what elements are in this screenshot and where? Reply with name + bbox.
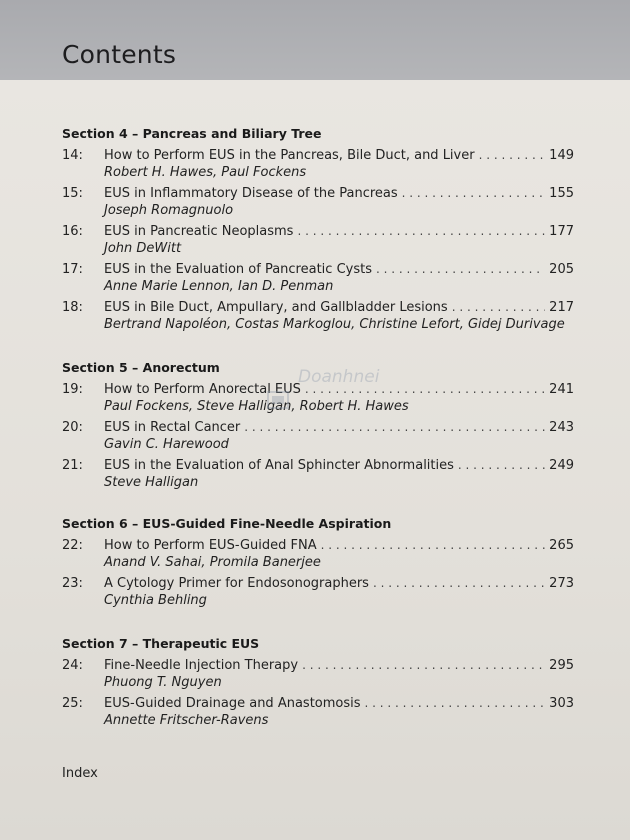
dot-leader [452, 300, 545, 314]
page-number: 273 [549, 576, 574, 591]
page-number: 249 [549, 458, 574, 473]
chapter-number: 15: [62, 186, 83, 201]
dot-leader [376, 262, 545, 276]
chapter-title: EUS in Rectal Cancer [104, 420, 241, 435]
chapter-authors: Anand V. Sahai, Promila Banerjee [104, 555, 321, 570]
dot-leader [479, 148, 546, 162]
chapter-authors: Paul Fockens, Steve Halligan, Robert H. Hawes [104, 399, 409, 414]
chapter-number: 14: [62, 148, 83, 163]
page-number: 177 [549, 224, 574, 239]
toc-entry-18[interactable] [0, 300, 630, 336]
page-number: 243 [549, 420, 574, 435]
chapter-title: How to Perform EUS-Guided FNA [104, 538, 317, 553]
page-number: 149 [549, 148, 574, 163]
page-number: 265 [549, 538, 574, 553]
chapter-authors: Bertrand Napoléon, Costas Markoglou, Christine Lefort, Gidej Durivage [104, 317, 565, 332]
section-title: Section 5 – Anorectum [62, 360, 220, 375]
toc-entry-14[interactable] [0, 148, 630, 184]
toc-entry-24[interactable] [0, 658, 630, 694]
page-number: 205 [549, 262, 574, 277]
section-title: Section 4 – Pancreas and Biliary Tree [62, 126, 322, 141]
chapter-authors: John DeWitt [104, 241, 182, 256]
page-number: 241 [549, 382, 574, 397]
chapter-number: 19: [62, 382, 83, 397]
chapter-title: EUS in Bile Duct, Ampullary, and Gallbladder Lesions [104, 300, 448, 315]
dot-leader [458, 458, 545, 472]
chapter-authors: Gavin C. Harewood [104, 437, 229, 452]
chapter-title: EUS in Inflammatory Disease of the Pancreas [104, 186, 398, 201]
chapter-authors: Robert H. Hawes, Paul Fockens [104, 165, 307, 180]
watermark-logo [238, 360, 388, 430]
header-band [0, 0, 630, 80]
chapter-title: How to Perform Anorectal EUS [104, 382, 301, 397]
toc-entry-22[interactable] [0, 538, 630, 574]
chapter-authors: Cynthia Behling [104, 593, 207, 608]
section-title: Section 6 – EUS-Guided Fine-Needle Aspiration [62, 516, 392, 531]
section-title: Section 7 – Therapeutic EUS [62, 636, 260, 651]
index-entry[interactable]: Index [62, 766, 98, 781]
watermark-box-inner [272, 396, 284, 404]
dot-leader [321, 538, 546, 552]
chapter-title: How to Perform EUS in the Pancreas, Bile Duct, and Liver [104, 148, 475, 163]
chapter-number: 23: [62, 576, 83, 591]
chapter-number: 22: [62, 538, 83, 553]
toc-entry-21[interactable] [0, 458, 630, 494]
toc-entry-16[interactable] [0, 224, 630, 260]
chapter-title: EUS-Guided Drainage and Anastomosis [104, 696, 361, 711]
dot-leader [402, 186, 546, 200]
chapter-number: 20: [62, 420, 83, 435]
chapter-authors: Phuong T. Nguyen [104, 675, 222, 690]
dot-leader [297, 224, 545, 238]
chapter-number: 18: [62, 300, 83, 315]
chapter-title: EUS in the Evaluation of Anal Sphincter Abnormalities [104, 458, 454, 473]
chapter-authors: Anne Marie Lennon, Ian D. Penman [104, 279, 334, 294]
page-number: 155 [549, 186, 574, 201]
chapter-number: 17: [62, 262, 83, 277]
toc-entry-25[interactable] [0, 696, 630, 732]
page-number: 217 [549, 300, 574, 315]
page-number: 295 [549, 658, 574, 673]
toc-entry-15[interactable] [0, 186, 630, 222]
page-title: Contents [62, 40, 177, 69]
chapter-number: 16: [62, 224, 83, 239]
chapter-title: Fine-Needle Injection Therapy [104, 658, 299, 673]
dot-leader [373, 576, 545, 590]
toc-entry-17[interactable] [0, 262, 630, 298]
dot-leader [365, 696, 546, 710]
chapter-authors: Annette Fritscher-Ravens [104, 713, 269, 728]
chapter-title: EUS in Pancreatic Neoplasms [104, 224, 294, 239]
toc-entry-23[interactable] [0, 576, 630, 612]
chapter-title: EUS in the Evaluation of Pancreatic Cysts [104, 262, 372, 277]
chapter-number: 21: [62, 458, 83, 473]
chapter-number: 24: [62, 658, 83, 673]
chapter-title: A Cytology Primer for Endosonographers [104, 576, 369, 591]
watermark-text: Doanhnei [298, 367, 380, 387]
contents-page [0, 80, 630, 840]
chapter-authors: Steve Halligan [104, 475, 199, 490]
chapter-number: 25: [62, 696, 83, 711]
dot-leader [302, 658, 545, 672]
chapter-authors: Joseph Romagnuolo [104, 203, 234, 218]
page-number: 303 [549, 696, 574, 711]
